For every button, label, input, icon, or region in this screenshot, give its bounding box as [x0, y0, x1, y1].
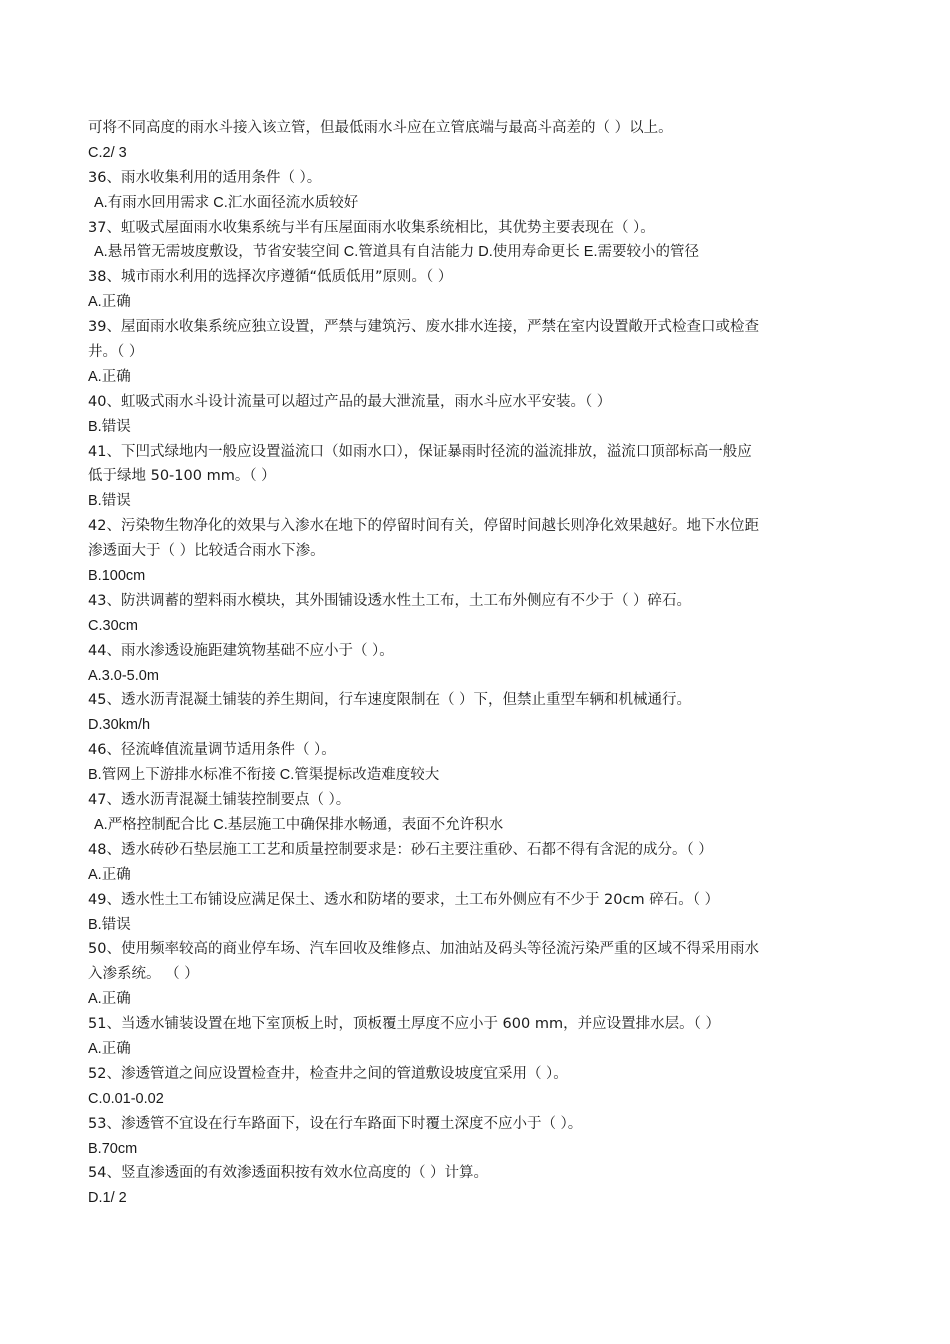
- question-line: 47、透水沥青混凝土铺装控制要点（ ）。: [88, 792, 351, 809]
- question-line: 42、污染物生物净化的效果与入渗水在地下的停留时间有关，停留时间越长则净化效果越好。地下水位距: [88, 518, 759, 535]
- question-line: 36、雨水收集利用的适用条件（ ）。: [88, 169, 322, 186]
- question-line: 40、虹吸式雨水斗设计流量可以超过产品的最大泄流量，雨水斗应水平安装。（ ）: [88, 393, 612, 410]
- answer-line: A.3.0-5.0m: [88, 667, 159, 684]
- question-line: 45、透水沥青混凝土铺装的养生期间，行车速度限制在（ ）下，但禁止重型车辆和机械通行。: [88, 692, 692, 709]
- question-line: 51、当透水铺装设置在地下室顶板上时，顶板覆土厚度不应小于 600 mm，并应设置排水层。（ ）: [88, 1016, 720, 1033]
- question-line: 46、径流峰值流量调节适用条件（ ）。: [88, 742, 336, 759]
- answer-line: A.正确: [88, 1040, 131, 1057]
- answer-line: D.1/ 2: [88, 1190, 127, 1207]
- question-line: 38、城市雨水利用的选择次序遵循“低质低用”原则。（ ）: [88, 269, 453, 286]
- question-line: 39、屋面雨水收集系统应独立设置，严禁与建筑污、废水排水连接，严禁在室内设置敞开式检查口或检查: [88, 319, 759, 336]
- question-line: 52、渗透管道之间应设置检查井，检查井之间的管道敷设坡度宜采用（ ）。: [88, 1065, 568, 1082]
- question-line: 48、透水砖砂石垫层施工工艺和质量控制要求是：砂石主要注重砂、石都不得有含泥的成分。（ ）: [88, 841, 713, 858]
- options-line: A.有雨水回用需求 C.汇水面径流水质较好: [94, 194, 359, 211]
- answer-line: B.错误: [88, 418, 131, 435]
- answer-line: A.正确: [88, 866, 131, 883]
- answer-line: A.正确: [88, 991, 131, 1008]
- question-line: 可将不同高度的雨水斗接入该立管，但最低雨水斗应在立管底端与最高斗高差的（ ）以上。: [88, 120, 673, 136]
- question-line: 41、下凹式绿地内一般应设置溢流口（如雨水口），保证暴雨时径流的溢流排放，溢流口顶部标高一般应: [88, 443, 752, 460]
- answer-line: B.错误: [88, 916, 131, 933]
- answer-line: A.正确: [88, 368, 131, 385]
- question-line: 50、使用频率较高的商业停车场、汽车回收及维修点、加油站及码头等径流污染严重的区域不得采用雨水: [88, 941, 759, 958]
- question-line: 渗透面大于（ ）比较适合雨水下渗。: [88, 543, 325, 560]
- answer-line: C.2/ 3: [88, 144, 127, 161]
- options-line: A.严格控制配合比 C.基层施工中确保排水畅通，表面不允许积水: [94, 816, 504, 833]
- question-line: 井。（ ）: [88, 344, 144, 361]
- document-page: [88, 116, 868, 1211]
- answer-line: C.0.01-0.02: [88, 1090, 164, 1107]
- answer-line: C.30cm: [88, 617, 138, 634]
- question-line: 44、雨水渗透设施距建筑物基础不应小于（ ）。: [88, 642, 394, 659]
- question-line: 入渗系统。 （ ）: [88, 966, 199, 983]
- answer-line: B.100cm: [88, 568, 146, 585]
- answer-line: B.管网上下游排水标准不衔接 C.管渠提标改造难度较大: [88, 767, 440, 784]
- question-line: 49、透水性土工布铺设应满足保土、透水和防堵的要求，土工布外侧应有不少于 20cm 碎石。（ ）: [88, 891, 720, 908]
- question-line: 43、防洪调蓄的塑料雨水模块，其外围铺设透水性土工布，土工布外侧应有不少于（ ）碎石。: [88, 592, 692, 609]
- answer-line: B.70cm: [88, 1140, 138, 1157]
- question-line: 53、渗透管不宜设在行车路面下，设在行车路面下时覆土深度不应小于（ ）。: [88, 1115, 583, 1132]
- answer-line: D.30km/h: [88, 717, 151, 734]
- options-line: A.悬吊管无需坡度敷设，节省安装空间 C.管道具有自洁能力 D.使用寿命更长 E.需要较小的管径: [94, 244, 699, 261]
- question-line: 37、虹吸式屋面雨水收集系统与半有压屋面雨水收集系统相比，其优势主要表现在（ ）。: [88, 219, 655, 236]
- question-line: 54、竖直渗透面的有效渗透面积按有效水位高度的（ ）计算。: [88, 1165, 489, 1182]
- question-line: 低于绿地 50-100 mm。（ ）: [88, 468, 276, 485]
- answer-line: A.正确: [88, 294, 131, 311]
- answer-line: B.错误: [88, 493, 131, 510]
